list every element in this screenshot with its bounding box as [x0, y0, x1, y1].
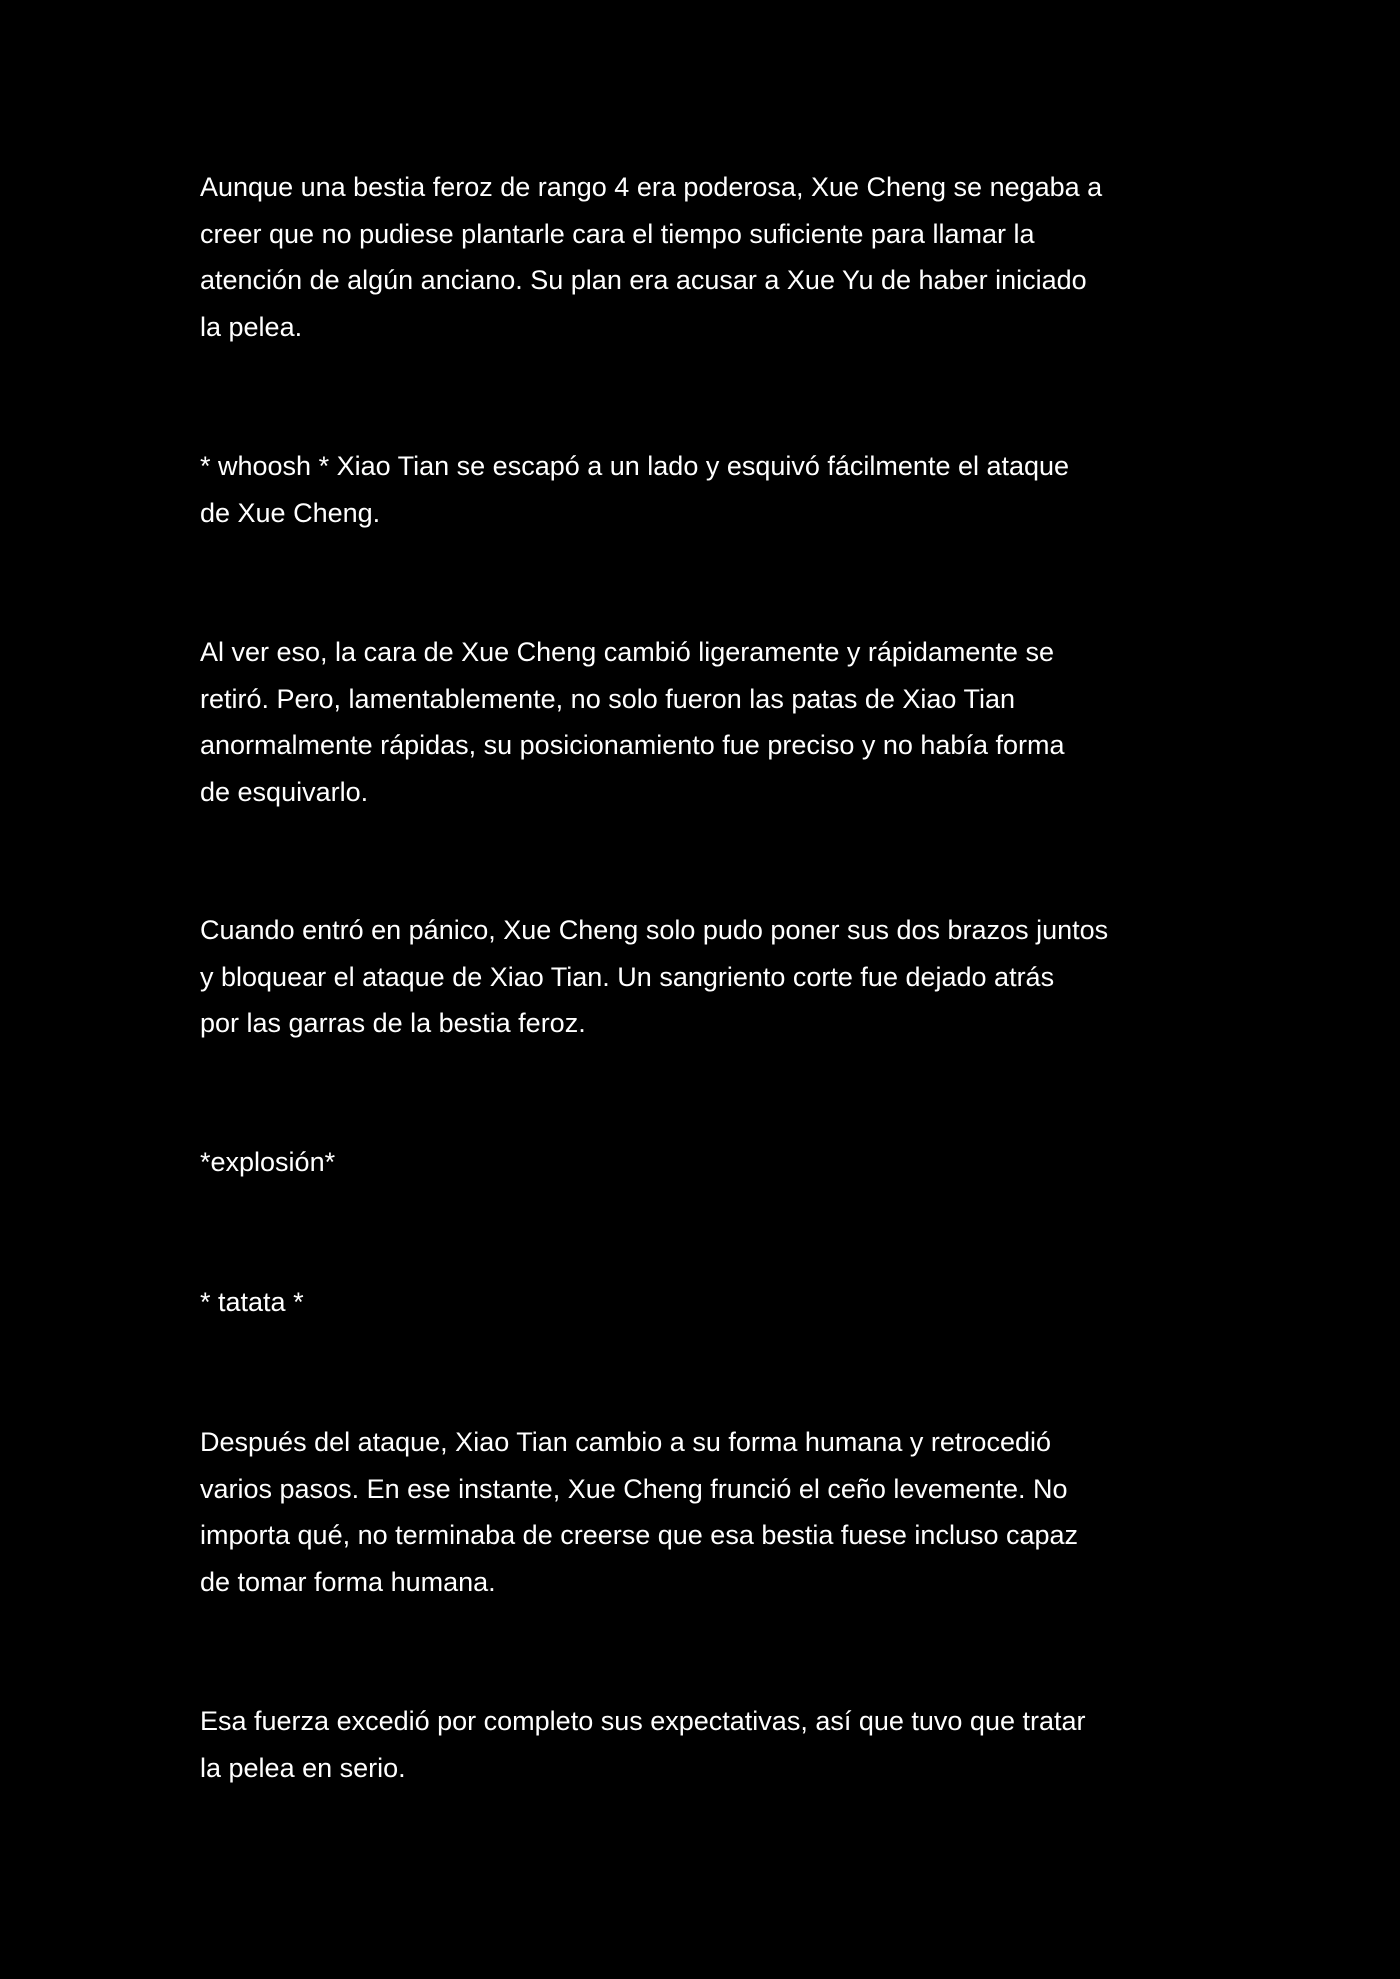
paragraph-line: la pelea en serio. [200, 1752, 406, 1783]
paragraph-line: importa qué, no terminaba de creerse que esa bestia fuese incluso capaz [200, 1520, 1079, 1550]
paragraph-line: *explosión* [200, 1147, 336, 1177]
paragraph-line: Al ver eso, la cara de Xue Cheng cambió ligeramente y rápidamente se [200, 637, 1054, 667]
paragraph-line: creer que no pudiese plantarle cara el tiempo suficiente para llamar la [200, 218, 1035, 249]
paragraph-line: Aunque una bestia feroz de rango 4 era poderosa, Xue Cheng se negaba a [200, 172, 1103, 202]
paragraph-line: de Xue Cheng. [200, 497, 381, 528]
paragraph-line: atención de algún anciano. Su plan era acusar a Xue Yu de haber iniciado [200, 265, 1087, 295]
paragraph-6 [200, 1279, 1210, 1326]
paragraph-line: * tatata * [200, 1287, 304, 1317]
paragraph-7 [200, 1419, 1210, 1605]
paragraph-line: anormalmente rápidas, su posicionamiento fue preciso y no había forma [200, 730, 1065, 760]
paragraph-2 [200, 443, 1210, 536]
paragraph-5 [200, 1139, 1210, 1186]
paragraph-line: Cuando entró en pánico, Xue Cheng solo pudo poner sus dos brazos juntos [200, 915, 1109, 945]
paragraph-line: de esquivarlo. [200, 776, 369, 807]
paragraph-line: retiró. Pero, lamentablemente, no solo fueron las patas de Xiao Tian [200, 683, 1015, 714]
paragraph-4 [200, 907, 1210, 1047]
paragraph-line: Esa fuerza excedió por completo sus expectativas, así que tuvo que tratar [200, 1706, 1086, 1736]
paragraph-line: de tomar forma humana. [200, 1566, 496, 1597]
paragraph-line: * whoosh * Xiao Tian se escapó a un lado y esquivó fácilmente el ataque [200, 451, 1070, 481]
paragraph-1 [200, 164, 1210, 350]
paragraph-line: Después del ataque, Xiao Tian cambio a su forma humana y retrocedió [200, 1427, 1051, 1457]
paragraph-line: y bloquear el ataque de Xiao Tian. Un sangriento corte fue dejado atrás [200, 961, 1055, 992]
paragraph-line: la pelea. [200, 311, 303, 342]
paragraph-3 [200, 629, 1210, 815]
paragraph-line: por las garras de la bestia feroz. [200, 1008, 586, 1038]
paragraph-line: varios pasos. En ese instante, Xue Cheng frunció el ceño levemente. No [200, 1473, 1068, 1504]
paragraph-8 [200, 1698, 1210, 1791]
